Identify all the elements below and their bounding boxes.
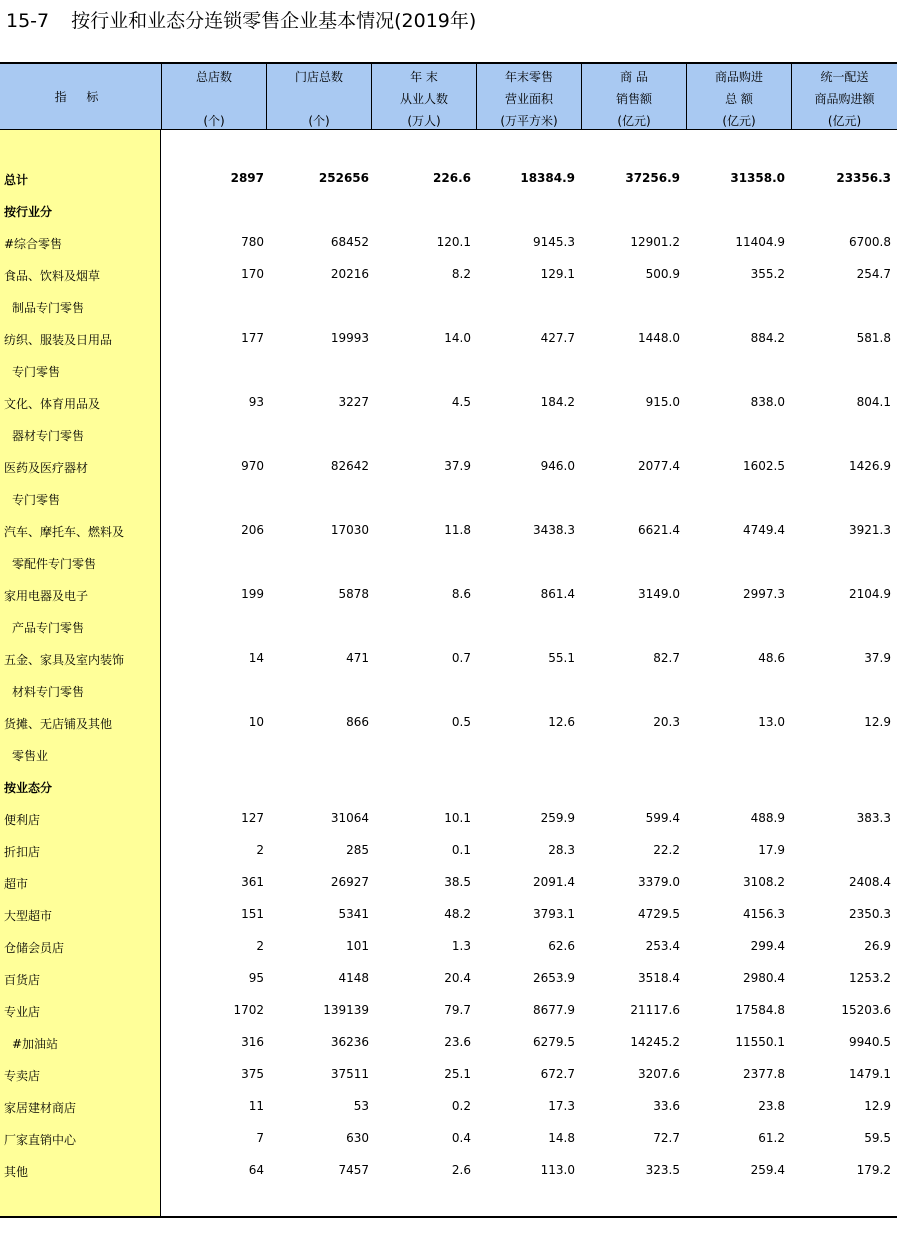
table-cell: 4749.4 xyxy=(743,523,785,537)
table-cell: 7 xyxy=(256,1131,264,1145)
table-cell: 838.0 xyxy=(750,395,785,409)
table-cell: 37256.9 xyxy=(625,171,680,185)
table-cell: 383.3 xyxy=(856,811,891,825)
table-cell: 82.7 xyxy=(653,651,680,665)
table-cell: 946.0 xyxy=(540,459,575,473)
table-cell: 2 xyxy=(256,939,264,953)
table-cell: 0.7 xyxy=(451,651,471,665)
section-heading: 按行业分 xyxy=(4,205,53,219)
table-cell: 3518.4 xyxy=(638,971,680,985)
table-cell: 20.3 xyxy=(653,715,680,729)
table-cell: 4148 xyxy=(338,971,369,985)
table-cell: 62.6 xyxy=(548,939,575,953)
table-cell: 3438.3 xyxy=(533,523,575,537)
row-label: 其他 xyxy=(4,1165,29,1179)
table-cell: 3227 xyxy=(338,395,369,409)
row-label: 医药及医疗器材 xyxy=(4,461,89,475)
table-cell: 471 xyxy=(346,651,369,665)
table-cell: 12901.2 xyxy=(630,235,680,249)
table-cell: 4156.3 xyxy=(743,907,785,921)
header-column-4-line1: 年末零售 xyxy=(504,70,553,84)
table-cell: 9940.5 xyxy=(849,1035,891,1049)
row-label: 专业店 xyxy=(4,1005,41,1019)
table-cell: 13.0 xyxy=(758,715,785,729)
table-row xyxy=(0,451,897,483)
table-cell: 72.7 xyxy=(653,1131,680,1145)
table-cell: 14.8 xyxy=(548,1131,575,1145)
table-cell: 1479.1 xyxy=(849,1067,891,1081)
table-row xyxy=(0,867,897,899)
table-cell: 427.7 xyxy=(540,331,575,345)
table-cell: 2104.9 xyxy=(849,587,891,601)
header-column-3-line1: 年 末 xyxy=(410,70,438,84)
header-stub xyxy=(0,64,161,129)
table-cell: 170 xyxy=(241,267,264,281)
table-cell: 2408.4 xyxy=(849,875,891,889)
row-label: 食品、饮料及烟草 xyxy=(4,269,101,283)
header-column-1-line1: 总店数 xyxy=(195,70,232,84)
row-label: 百货店 xyxy=(4,973,41,987)
header-column-1-unit: (个) xyxy=(203,114,225,128)
table-cell: 151 xyxy=(241,907,264,921)
table-row xyxy=(0,1155,897,1187)
header-column-6 xyxy=(686,64,791,129)
header-column-7-unit: (亿元) xyxy=(827,114,862,128)
table-cell: 804.1 xyxy=(856,395,891,409)
table-row xyxy=(0,835,897,867)
row-label: 超市 xyxy=(4,877,29,891)
table-cell: 28.3 xyxy=(548,843,575,857)
table-row xyxy=(0,227,897,259)
header-column-2-line1: 门店总数 xyxy=(294,70,343,84)
table-cell: 21117.6 xyxy=(630,1003,680,1017)
table-cell: 1602.5 xyxy=(743,459,785,473)
table-cell: 20216 xyxy=(330,267,369,281)
row-label: 零售业 xyxy=(12,749,49,763)
table-cell: 177 xyxy=(241,331,264,345)
row-label: 制品专门零售 xyxy=(12,301,85,315)
table-cell: 2.6 xyxy=(451,1163,471,1177)
table-cell: 0.5 xyxy=(451,715,471,729)
table-cell: 184.2 xyxy=(540,395,575,409)
table-title-text: 按行业和业态分连锁零售企业基本情况(2019年) xyxy=(71,10,477,32)
table-cell: 37.9 xyxy=(444,459,471,473)
header-column-6-line2: 总 额 xyxy=(725,92,753,106)
table-cell: 38.5 xyxy=(444,875,471,889)
table-cell: 3108.2 xyxy=(743,875,785,889)
table-title xyxy=(6,6,476,33)
table-row xyxy=(0,579,897,611)
table-row xyxy=(0,931,897,963)
table-cell: 14245.2 xyxy=(630,1035,680,1049)
row-label: 纺织、服装及日用品 xyxy=(4,333,113,347)
table-cell: 599.4 xyxy=(645,811,680,825)
table-cell: 2897 xyxy=(230,171,264,185)
table-cell: 866 xyxy=(346,715,369,729)
table-cell: 970 xyxy=(241,459,264,473)
section-heading: 按业态分 xyxy=(4,781,53,795)
table-cell: 500.9 xyxy=(645,267,680,281)
table-cell: 3921.3 xyxy=(849,523,891,537)
table-cell: 2077.4 xyxy=(638,459,680,473)
table-cell: 8.6 xyxy=(451,587,471,601)
table-cell: 14.0 xyxy=(444,331,471,345)
table-number: 15-7 xyxy=(6,10,50,32)
table-row xyxy=(0,611,897,643)
table-cell: 31358.0 xyxy=(730,171,785,185)
row-label: 货摊、无店铺及其他 xyxy=(4,717,113,731)
table-cell: 179.2 xyxy=(856,1163,891,1177)
table-row xyxy=(0,163,897,195)
table-cell: 285 xyxy=(346,843,369,857)
row-label: 便利店 xyxy=(4,813,41,827)
table-cell: 8677.9 xyxy=(533,1003,575,1017)
table-cell: 2350.3 xyxy=(849,907,891,921)
header-column-3 xyxy=(371,64,476,129)
table-cell: 95 xyxy=(248,971,264,985)
table-cell: 259.4 xyxy=(750,1163,785,1177)
table-cell: 259.9 xyxy=(540,811,575,825)
table-cell: 14 xyxy=(248,651,264,665)
table-cell: 17584.8 xyxy=(735,1003,785,1017)
table-row xyxy=(0,1059,897,1091)
table-row xyxy=(0,291,897,323)
header-stub-label: 指 标 xyxy=(54,90,107,104)
table-cell: 199 xyxy=(241,587,264,601)
table-cell: 581.8 xyxy=(856,331,891,345)
row-label: 大型超市 xyxy=(4,909,53,923)
table-cell: 780 xyxy=(241,235,264,249)
table-cell: 3793.1 xyxy=(533,907,575,921)
table-cell: 55.1 xyxy=(548,651,575,665)
table-cell: 101 xyxy=(346,939,369,953)
table-cell: 113.0 xyxy=(540,1163,575,1177)
table-cell: 2377.8 xyxy=(743,1067,785,1081)
header-column-5 xyxy=(581,64,686,129)
table-cell: 1702 xyxy=(233,1003,264,1017)
table-cell: 252656 xyxy=(318,171,369,185)
table-cell: 11 xyxy=(248,1099,264,1113)
table-cell: 6700.8 xyxy=(849,235,891,249)
row-label: 材料专门零售 xyxy=(12,685,85,699)
table-cell: 12.9 xyxy=(864,715,891,729)
table-cell: 12.9 xyxy=(864,1099,891,1113)
table-row xyxy=(0,963,897,995)
table-cell: 5341 xyxy=(338,907,369,921)
table-cell: 48.6 xyxy=(758,651,785,665)
table-cell: 129.1 xyxy=(540,267,575,281)
table-row xyxy=(0,355,897,387)
table-cell: 59.5 xyxy=(864,1131,891,1145)
table-row xyxy=(0,739,897,771)
table-row xyxy=(0,1091,897,1123)
table-cell: 93 xyxy=(248,395,264,409)
table-cell: 53 xyxy=(353,1099,369,1113)
table-row xyxy=(0,419,897,451)
table-row xyxy=(0,707,897,739)
header-column-4 xyxy=(476,64,581,129)
table-cell: 139139 xyxy=(323,1003,369,1017)
table-cell: 36236 xyxy=(330,1035,369,1049)
table-cell: 9145.3 xyxy=(533,235,575,249)
table-cell: 630 xyxy=(346,1131,369,1145)
row-label: 折扣店 xyxy=(4,845,41,859)
table-cell: 17.9 xyxy=(758,843,785,857)
table-cell: 4.5 xyxy=(451,395,471,409)
table-cell: 6279.5 xyxy=(533,1035,575,1049)
table-cell: 19993 xyxy=(330,331,369,345)
table-cell: 0.4 xyxy=(451,1131,471,1145)
table-cell: 61.2 xyxy=(758,1131,785,1145)
table-cell: 31064 xyxy=(330,811,369,825)
table-cell: 33.6 xyxy=(653,1099,680,1113)
header-column-7-line1: 统一配送 xyxy=(820,70,869,84)
row-label: 总计 xyxy=(4,173,29,187)
table-cell: 127 xyxy=(241,811,264,825)
table-cell: 11550.1 xyxy=(735,1035,785,1049)
table-cell: 1253.2 xyxy=(849,971,891,985)
table-row xyxy=(0,483,897,515)
table-row xyxy=(0,387,897,419)
table-row xyxy=(0,803,897,835)
header-column-1 xyxy=(161,64,266,129)
table-cell: 64 xyxy=(248,1163,264,1177)
header-column-3-unit: (万人) xyxy=(407,114,441,128)
table-cell: 0.2 xyxy=(451,1099,471,1113)
header-column-5-unit: (亿元) xyxy=(617,114,651,128)
table-cell: 11404.9 xyxy=(735,235,785,249)
table-cell: 6621.4 xyxy=(638,523,680,537)
table-cell: 10.1 xyxy=(444,811,471,825)
table-header xyxy=(0,64,897,130)
table-row xyxy=(0,515,897,547)
row-label: 产品专门零售 xyxy=(12,621,85,635)
table-row xyxy=(0,1027,897,1059)
table-row xyxy=(0,259,897,291)
table-row xyxy=(0,771,897,803)
row-label: #加油站 xyxy=(12,1037,59,1051)
row-label: 仓储会员店 xyxy=(4,941,65,955)
header-column-3-line2: 从业人数 xyxy=(399,92,448,106)
table-cell: 120.1 xyxy=(436,235,471,249)
table-cell: 915.0 xyxy=(645,395,680,409)
table-cell: 26927 xyxy=(330,875,369,889)
table-cell: 2653.9 xyxy=(533,971,575,985)
bottom-rule xyxy=(0,1216,897,1218)
table-cell: 1448.0 xyxy=(638,331,680,345)
row-label: 专门零售 xyxy=(12,493,61,507)
table-cell: 375 xyxy=(241,1067,264,1081)
table-cell: 206 xyxy=(241,523,264,537)
table-row xyxy=(0,547,897,579)
table-cell: 25.1 xyxy=(444,1067,471,1081)
table-cell: 37.9 xyxy=(864,651,891,665)
table-cell: 23.6 xyxy=(444,1035,471,1049)
table-cell: 3379.0 xyxy=(638,875,680,889)
row-label: #综合零售 xyxy=(4,237,63,251)
header-column-2 xyxy=(266,64,371,129)
table-row xyxy=(0,899,897,931)
table-cell: 68452 xyxy=(330,235,369,249)
table-cell: 2997.3 xyxy=(743,587,785,601)
table-cell: 672.7 xyxy=(540,1067,575,1081)
table-cell: 20.4 xyxy=(444,971,471,985)
table-row xyxy=(0,675,897,707)
table-cell: 226.6 xyxy=(433,171,471,185)
header-column-5-line1: 商 品 xyxy=(620,70,648,84)
row-label: 零配件专门零售 xyxy=(12,557,97,571)
table-cell: 15203.6 xyxy=(841,1003,891,1017)
table-cell: 17.3 xyxy=(548,1099,575,1113)
table-cell: 48.2 xyxy=(444,907,471,921)
table-row xyxy=(0,1123,897,1155)
table-cell: 18384.9 xyxy=(520,171,575,185)
header-column-7 xyxy=(791,64,897,129)
table-cell: 3149.0 xyxy=(638,587,680,601)
table-cell: 17030 xyxy=(330,523,369,537)
table-cell: 5878 xyxy=(338,587,369,601)
table-cell: 355.2 xyxy=(750,267,785,281)
row-label: 器材专门零售 xyxy=(12,429,85,443)
header-column-4-unit: (万平方米) xyxy=(500,114,558,128)
table-cell: 253.4 xyxy=(645,939,680,953)
table-cell: 884.2 xyxy=(750,331,785,345)
table-cell: 4729.5 xyxy=(638,907,680,921)
row-label: 汽车、摩托车、燃料及 xyxy=(4,525,125,539)
table-cell: 2 xyxy=(256,843,264,857)
table-cell: 3207.6 xyxy=(638,1067,680,1081)
row-label: 家用电器及电子 xyxy=(4,589,89,603)
table-cell: 23.8 xyxy=(758,1099,785,1113)
table-cell: 323.5 xyxy=(645,1163,680,1177)
table-cell: 2091.4 xyxy=(533,875,575,889)
header-column-2-unit: (个) xyxy=(308,114,330,128)
row-label: 文化、体育用品及 xyxy=(4,397,101,411)
table-cell: 1426.9 xyxy=(849,459,891,473)
row-label: 家居建材商店 xyxy=(4,1101,77,1115)
table-cell: 23356.3 xyxy=(836,171,891,185)
header-column-7-line2: 商品购进额 xyxy=(814,92,875,106)
table-cell: 37511 xyxy=(330,1067,369,1081)
table-cell: 2980.4 xyxy=(743,971,785,985)
table-cell: 1.3 xyxy=(451,939,471,953)
table-cell: 361 xyxy=(241,875,264,889)
table-cell: 82642 xyxy=(330,459,369,473)
table-row xyxy=(0,643,897,675)
table-row xyxy=(0,195,897,227)
row-label: 五金、家具及室内装饰 xyxy=(4,653,125,667)
row-label: 厂家直销中心 xyxy=(4,1133,77,1147)
header-column-4-line2: 营业面积 xyxy=(504,92,553,106)
table-cell: 488.9 xyxy=(750,811,785,825)
header-column-6-unit: (亿元) xyxy=(722,114,756,128)
table-cell: 0.1 xyxy=(451,843,471,857)
row-label: 专卖店 xyxy=(4,1069,41,1083)
table-cell: 26.9 xyxy=(864,939,891,953)
table-cell: 10 xyxy=(248,715,264,729)
table-cell: 254.7 xyxy=(856,267,891,281)
table-cell: 8.2 xyxy=(451,267,471,281)
table-row xyxy=(0,323,897,355)
table-cell: 861.4 xyxy=(540,587,575,601)
table-cell: 11.8 xyxy=(444,523,471,537)
table-cell: 12.6 xyxy=(548,715,575,729)
header-column-5-line2: 销售额 xyxy=(615,92,652,106)
table-row xyxy=(0,995,897,1027)
table-cell: 299.4 xyxy=(750,939,785,953)
table-cell: 79.7 xyxy=(444,1003,471,1017)
table-cell: 22.2 xyxy=(653,843,680,857)
row-label: 专门零售 xyxy=(12,365,61,379)
table-cell: 7457 xyxy=(338,1163,369,1177)
table-cell: 316 xyxy=(241,1035,264,1049)
header-column-6-line1: 商品购进 xyxy=(714,70,763,84)
